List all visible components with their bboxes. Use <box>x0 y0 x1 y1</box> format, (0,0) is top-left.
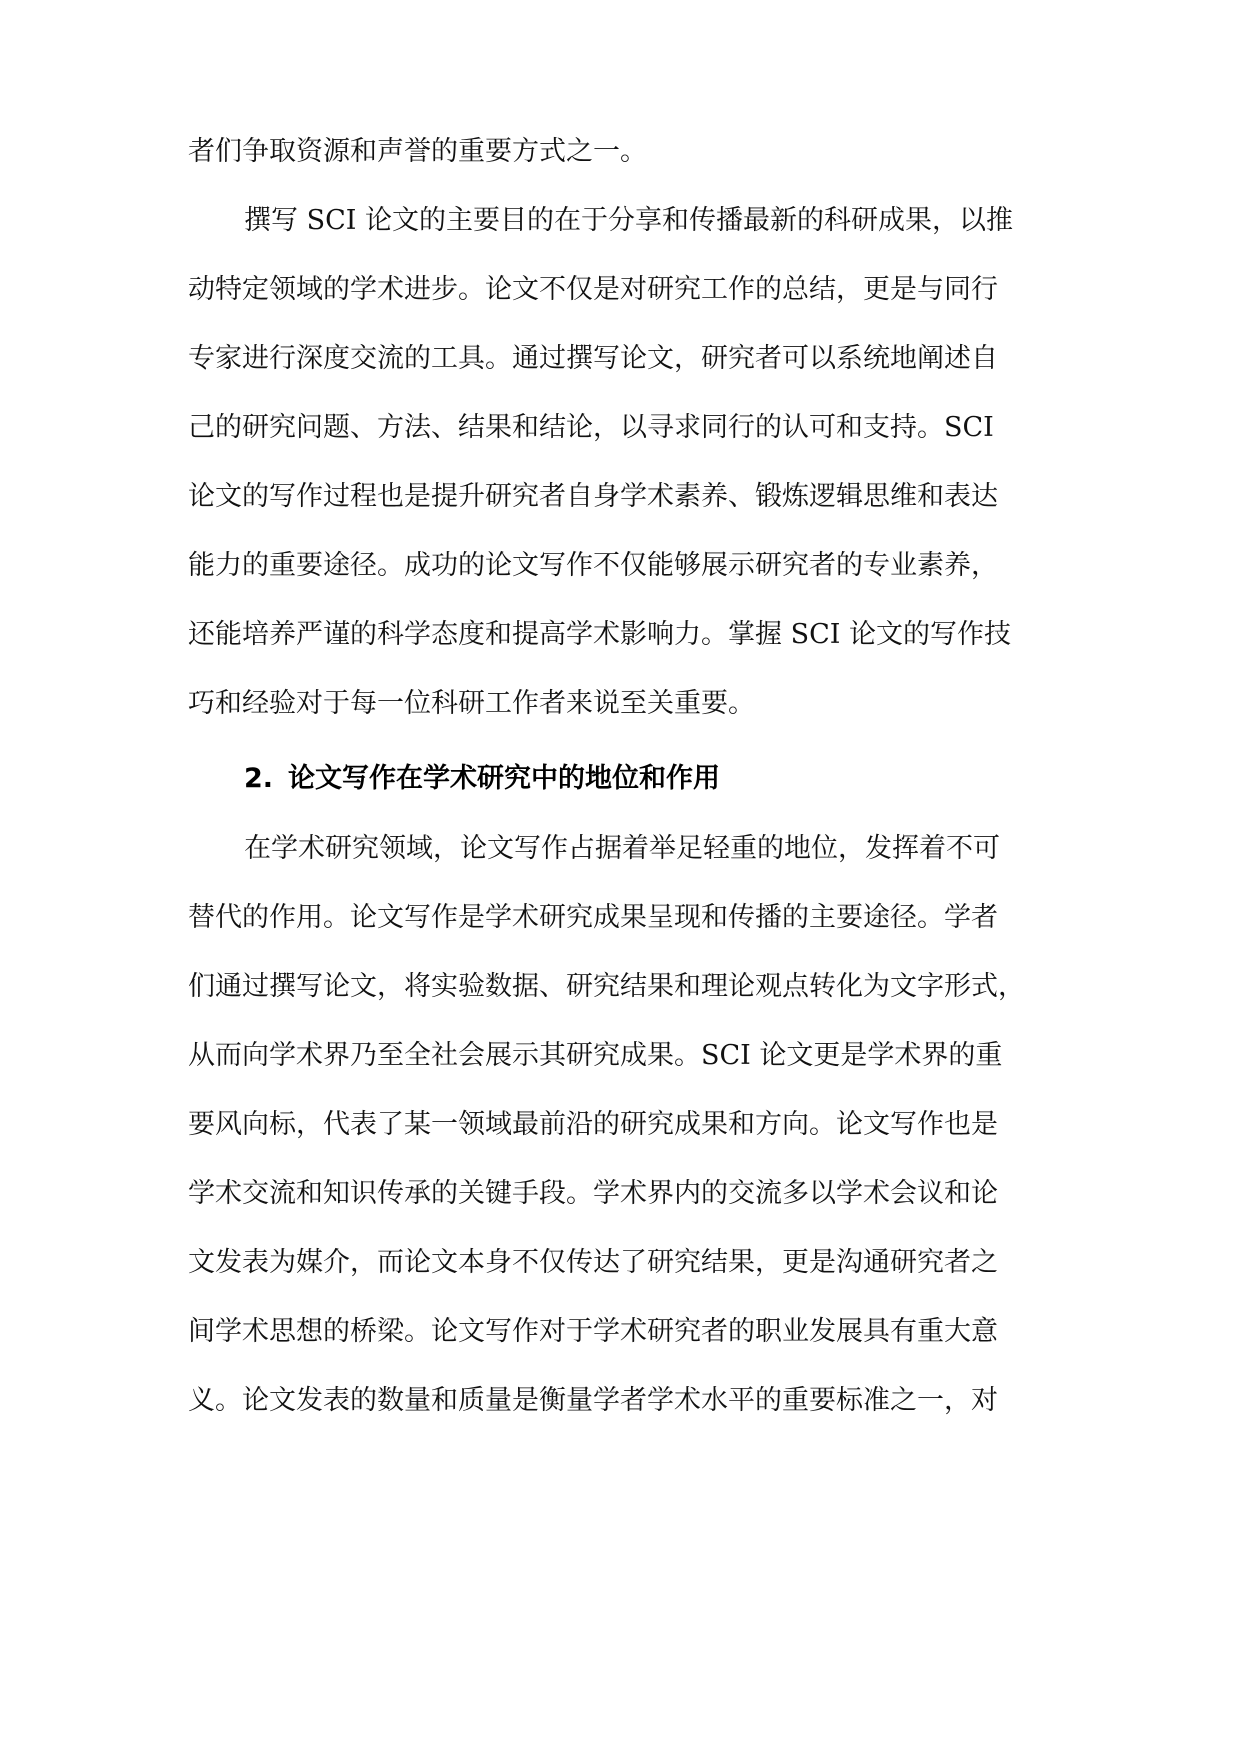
text-line: 从而向学术界乃至全社会展示其研究成果。SCI 论文更是学术界的重 <box>188 1040 1003 1071</box>
text-line: 替代的作用。论文写作是学术研究成果呈现和传播的主要途径。学者 <box>188 902 998 933</box>
text-line: 者们争取资源和声誉的重要方式之一。 <box>188 136 647 167</box>
text-line: 撰写 SCI 论文的主要目的在于分享和传播最新的科研成果，以推 <box>244 205 1013 236</box>
text-line: 巧和经验对于每一位科研工作者来说至关重要。 <box>188 688 755 719</box>
text-line: 们通过撰写论文，将实验数据、研究结果和理论观点转化为文字形式， <box>188 971 1025 1002</box>
text-line: 间学术思想的桥梁。论文写作对于学术研究者的职业发展具有重大意 <box>188 1316 998 1347</box>
text-line: 己的研究问题、方法、结果和结论，以寻求同行的认可和支持。SCI <box>188 412 994 443</box>
section-number: 2. <box>244 763 274 794</box>
text-line: 学术交流和知识传承的关键手段。学术界内的交流多以学术会议和论 <box>188 1178 998 1209</box>
section-title: 论文写作在学术研究中的地位和作用 <box>288 763 720 794</box>
text-line: 专家进行深度交流的工具。通过撰写论文，研究者可以系统地阐述自 <box>188 343 998 374</box>
text-line: 文发表为媒介，而论文本身不仅传达了研究结果，更是沟通研究者之 <box>188 1247 998 1278</box>
text-line: 还能培养严谨的科学态度和提高学术影响力。掌握 SCI 论文的写作技 <box>188 619 1011 650</box>
text-line: 论文的写作过程也是提升研究者自身学术素养、锻炼逻辑思维和表达 <box>188 481 998 512</box>
text-line: 要风向标，代表了某一领域最前沿的研究成果和方向。论文写作也是 <box>188 1109 998 1140</box>
text-line: 能力的重要途径。成功的论文写作不仅能够展示研究者的专业素养， <box>188 550 998 581</box>
section-heading <box>244 759 720 799</box>
text-line: 在学术研究领域，论文写作占据着举足轻重的地位，发挥着不可 <box>244 833 1000 864</box>
text-line: 义。论文发表的数量和质量是衡量学者学术水平的重要标准之一，对 <box>188 1385 998 1416</box>
text-line: 动特定领域的学术进步。论文不仅是对研究工作的总结，更是与同行 <box>188 274 998 305</box>
